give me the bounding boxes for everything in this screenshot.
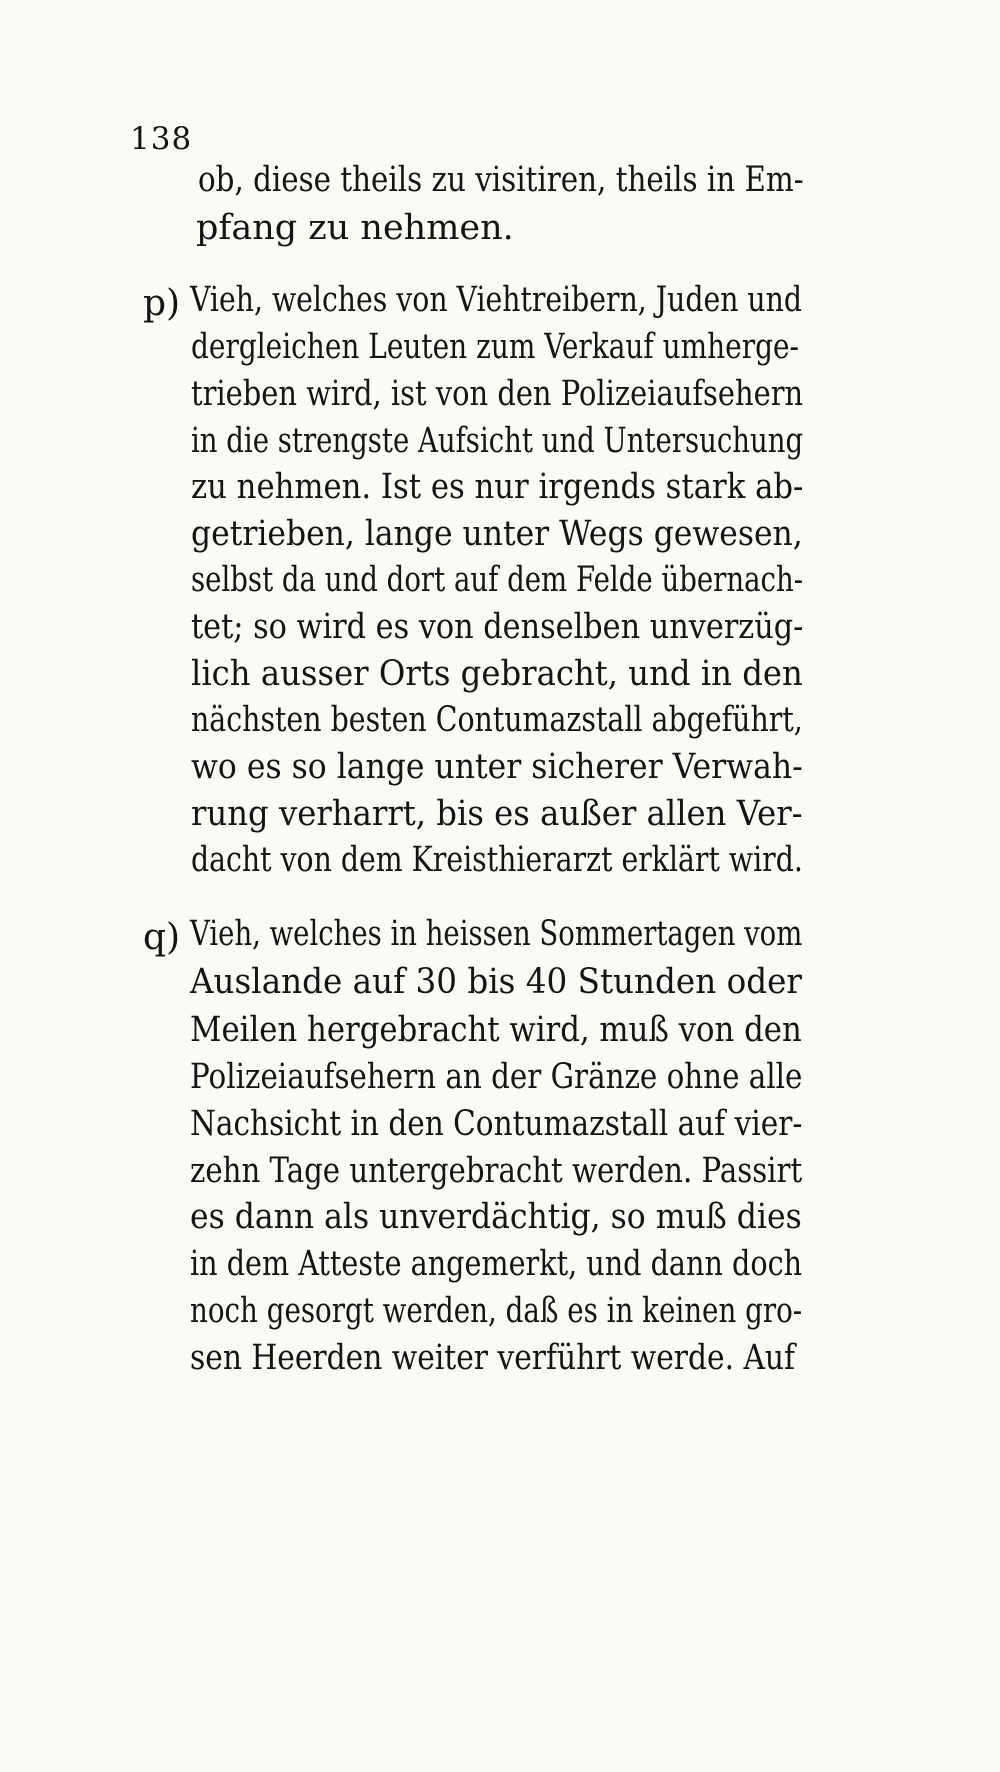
paragraph-q-line-2: Auslande auf 30 bis 40 Stunden oder	[190, 962, 802, 1002]
paragraph-p-line-10: nächsten besten Contumazstall abgeführt,	[191, 700, 803, 740]
paragraph-p-line-5: zu nehmen. Ist es nur irgends stark ab-	[191, 467, 804, 507]
paragraph-marker-q: q)	[143, 917, 181, 958]
paragraph-q-line-1: Vieh, welches in heissen Sommertagen vom	[190, 914, 803, 954]
paragraph-q-line-9: noch gesorgt werden, daß es in keinen gro-	[190, 1291, 803, 1331]
paragraph-p-line-11: wo es so lange unter sicherer Verwah-	[191, 747, 803, 787]
paragraph-p-line-6: getrieben, lange unter Wegs gewesen,	[191, 514, 803, 554]
continuation-line-1: ob, diese theils zu visitiren, theils in Em-	[198, 160, 804, 200]
paragraph-p-line-7: selbst da und dort auf dem Felde übernach-	[191, 560, 804, 600]
paragraph-q-line-8: in dem Atteste angemerkt, und dann doch	[190, 1244, 803, 1284]
paragraph-p-line-8: tet; so wird es von denselben unverzüg-	[191, 607, 804, 647]
paragraph-q-line-5: Nachsicht in den Contumazstall auf vier-	[190, 1104, 803, 1144]
paragraph-p-line-1: Vieh, welches von Viehtreibern, Juden und	[190, 280, 802, 320]
paragraph-p-line-12: rung verharrt, bis es außer allen Ver-	[191, 794, 803, 834]
paragraph-q-line-7: es dann als unverdächtig, so muß dies	[190, 1197, 802, 1237]
paragraph-q-line-6: zehn Tage untergebracht werden. Passirt	[190, 1151, 803, 1191]
paragraph-p-line-4: in die strengste Aufsicht und Untersuchung	[191, 421, 804, 461]
paragraph-q-line-10: sen Heerden weiter verführt werde. Auf	[190, 1338, 796, 1378]
paragraph-p-line-2: dergleichen Leuten zum Verkauf umherge-	[191, 327, 799, 367]
paragraph-marker-p: p)	[143, 283, 181, 324]
paragraph-p-line-9: lich ausser Orts gebracht, und in den	[191, 654, 803, 694]
continuation-line-2: pfang zu nehmen.	[196, 208, 514, 248]
paragraph-p-line-13: dacht von dem Kreisthierarzt erklärt wird.	[191, 840, 803, 880]
paragraph-q-line-4: Polizeiaufsehern an der Gränze ohne alle	[190, 1057, 803, 1097]
page-number: 138	[130, 121, 193, 157]
paragraph-q-line-3: Meilen hergebracht wird, muß von den	[190, 1010, 802, 1050]
paragraph-p-line-3: trieben wird, ist von den Polizeiaufsehern	[191, 374, 804, 414]
